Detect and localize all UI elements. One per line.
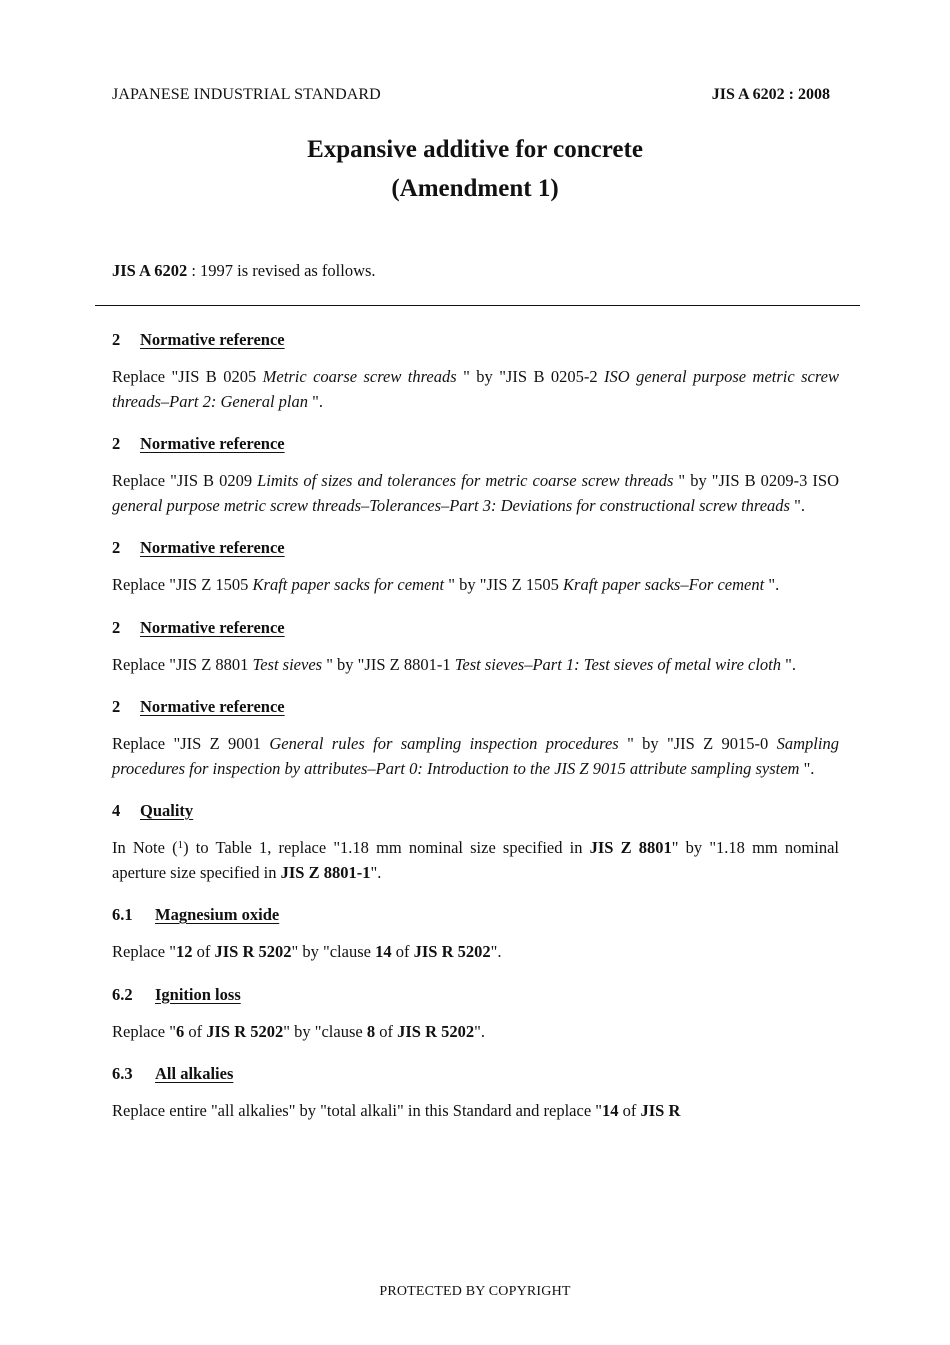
text-run: ". [370, 862, 382, 882]
document-title: Expansive additive for concrete [307, 136, 643, 163]
text-run: ) to Table 1, replace "1.18 mm nominal size specified in [183, 838, 590, 857]
clause-number: 8 [366, 1021, 376, 1041]
section-heading [112, 902, 839, 928]
document-body [112, 327, 839, 1141]
section-title: Normative reference [140, 538, 285, 557]
section-paragraph [112, 1020, 839, 1045]
italic-title: ISO general purpose metric screw threads–Part 2: General plan [112, 367, 840, 411]
text-run: " by "JIS Z 8801-1 [322, 654, 455, 674]
standard-ref: JIS Z 8801-1 [280, 862, 371, 882]
section-title: All alkalies [155, 1064, 234, 1083]
text-run: Replace "JIS B 0205 [112, 367, 263, 386]
section-paragraph [112, 653, 839, 678]
standard-ref: JIS R 5202 [214, 942, 292, 961]
section-number: 2 [112, 434, 121, 453]
copyright-footer: PROTECTED BY COPYRIGHT [379, 1284, 571, 1299]
text-run: ". [474, 1021, 485, 1041]
text-run: of [391, 942, 414, 961]
text-run: of [375, 1021, 398, 1041]
section-number: 2 [112, 330, 121, 349]
italic-title: Metric coarse screw threads [262, 367, 457, 386]
text-run: ". [781, 654, 797, 674]
quality-paragraph [112, 836, 839, 885]
revision-statement [112, 261, 376, 281]
section-number: 2 [112, 538, 121, 557]
text-run: ". [764, 575, 780, 594]
text-run: of [184, 1021, 207, 1041]
text-run: Replace " [112, 1021, 176, 1041]
text-run: " by "JIS Z 9015-0 [618, 734, 777, 753]
italic-title: Test sieves [252, 654, 323, 674]
text-run: ". [308, 391, 323, 411]
standard-number-header: JIS A 6202 : 2008 [711, 86, 830, 103]
italic-title: Sampling procedures for inspection by attributes–Part 0: Introduction to the JIS Z 9015 attribute sampling system [112, 734, 839, 778]
text-run: " by "1.18 mm nominal aperture size specified in [112, 838, 839, 882]
document-subtitle: (Amendment 1) [391, 175, 559, 202]
section-number: 6.2 [112, 984, 133, 1004]
italic-title: general purpose metric screw threads–Tolerances–Part 3: Deviations for constructional screw threads [112, 495, 790, 515]
clause-number: 14 [375, 942, 392, 961]
text-run: Replace "JIS B 0209 [112, 471, 258, 490]
section-number: 2 [112, 697, 121, 716]
revision-text: : 1997 is revised as follows. [187, 261, 376, 280]
section-title: Normative reference [140, 617, 285, 637]
section-paragraph [112, 940, 839, 965]
standard-ref: JIS Z 8801 [589, 838, 672, 857]
section-heading [112, 798, 839, 824]
section-heading [112, 694, 839, 720]
text-run: of [618, 1101, 641, 1120]
text-run: Replace "JIS Z 9001 [112, 734, 270, 753]
standard-type-header: JAPANESE INDUSTRIAL STANDARD [112, 86, 381, 103]
section-number: 4 [112, 801, 121, 820]
section-heading [112, 535, 839, 561]
header-divider [95, 305, 860, 306]
section-title: Normative reference [140, 330, 285, 349]
section-heading [112, 327, 839, 353]
text-run: ". [490, 942, 502, 961]
text-run: ". [799, 758, 815, 778]
section-title: Ignition loss [155, 984, 241, 1004]
text-run: " by "JIS B 0205-2 [456, 367, 605, 386]
section-heading [112, 1061, 839, 1087]
text-run: In Note ( [112, 838, 178, 857]
italic-title: Test sieves–Part 1: Test sieves of metal wire cloth [454, 654, 782, 674]
italic-title: Kraft paper sacks for cement [252, 575, 445, 594]
note-superscript: 1 [177, 839, 184, 851]
text-run: Replace entire "all alkalies" by "total alkali" in this Standard and replace " [112, 1101, 603, 1120]
section-title: Normative reference [140, 697, 285, 716]
text-run: Replace "JIS Z 1505 [112, 575, 253, 594]
text-run: " by "clause [291, 942, 376, 961]
text-run: ". [789, 495, 805, 515]
clause-number: 6 [176, 1021, 185, 1041]
section-title: Normative reference [140, 434, 285, 453]
standard-ref: JIS R [640, 1101, 681, 1120]
section-title: Magnesium oxide [155, 905, 280, 924]
text-run: of [192, 942, 215, 961]
revision-code: JIS A 6202 [112, 261, 188, 280]
standard-ref: JIS R 5202 [397, 1021, 475, 1041]
italic-title: General rules for sampling inspection procedures [269, 734, 619, 753]
italic-title: Limits of sizes and tolerances for metric coarse screw threads [257, 471, 674, 490]
section-number: 2 [112, 617, 121, 637]
section-heading [112, 615, 839, 641]
text-run: Replace "JIS Z 8801 [112, 654, 253, 674]
section-title: Quality [140, 801, 194, 820]
text-run: " by "JIS B 0209-3 ISO [673, 471, 840, 490]
section-paragraph [112, 1099, 839, 1124]
text-run: " by "JIS Z 1505 [444, 575, 564, 594]
standard-ref: JIS R 5202 [206, 1021, 284, 1041]
section-paragraph [112, 732, 839, 781]
section-heading [112, 431, 839, 457]
section-number: 6.3 [112, 1064, 133, 1083]
section-paragraph [112, 469, 839, 518]
section-heading [112, 982, 839, 1008]
standard-ref: JIS R 5202 [413, 942, 491, 961]
clause-number: 14 [602, 1101, 619, 1120]
section-paragraph [112, 365, 839, 414]
section-paragraph [112, 573, 839, 598]
text-run: " by "clause [283, 1021, 367, 1041]
italic-title: Kraft paper sacks–For cement [563, 575, 765, 594]
section-number: 6.1 [112, 905, 133, 924]
text-run: Replace " [112, 942, 176, 961]
clause-number: 12 [176, 942, 193, 961]
